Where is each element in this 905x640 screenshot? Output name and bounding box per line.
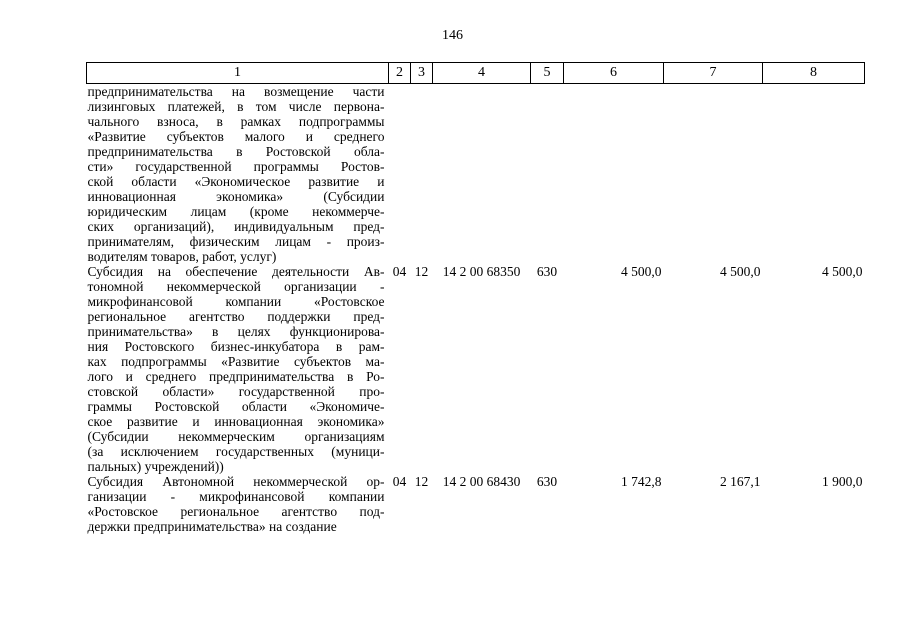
cell-expense-type: 630 bbox=[536, 264, 558, 279]
table-row bbox=[87, 84, 865, 265]
description-line: инновационная экономика» (Субсидии bbox=[87, 189, 385, 204]
description-line: ской области «Экономическое развитие и bbox=[87, 174, 385, 189]
cell-amount-year-3 bbox=[763, 84, 865, 265]
table-row bbox=[87, 474, 865, 534]
header-col-1: 1 bbox=[87, 63, 389, 84]
description-line: предпринимательства в Ростовской обла- bbox=[87, 144, 385, 159]
description-line: предпринимательства на возмещение части bbox=[87, 84, 385, 99]
cell-amount-year-2 bbox=[664, 84, 763, 265]
description-line: (Субсидии некоммерческим организациям bbox=[87, 429, 385, 444]
cell-amount-year-2: 2 167,1 bbox=[720, 474, 761, 489]
description-line: ских организаций), индивидуальным пред- bbox=[87, 219, 385, 234]
cell-section: 04 bbox=[392, 264, 407, 279]
cell-subsection: 12 bbox=[414, 264, 429, 279]
cell-amount-year-1 bbox=[564, 84, 664, 265]
description-line: лого и среднего предпринимательства в Ро- bbox=[87, 369, 385, 384]
cell-target-code: 14 2 00 68350 bbox=[442, 264, 521, 279]
header-col-2: 2 bbox=[389, 63, 411, 84]
row-description bbox=[87, 264, 389, 474]
description-line: (за исключением государственных (муници- bbox=[87, 444, 385, 459]
cell-subsection: 12 bbox=[414, 474, 429, 489]
cell-amount-year-3: 1 900,0 bbox=[822, 474, 863, 489]
description-line: «Развитие субъектов малого и среднего bbox=[87, 129, 385, 144]
description-line: ганизации - микрофинансовой компании bbox=[87, 489, 385, 504]
description-line: ское развитие и инновационная экономика» bbox=[87, 414, 385, 429]
header-col-7: 7 bbox=[664, 63, 763, 84]
table-body bbox=[87, 84, 865, 535]
table-row bbox=[87, 264, 865, 474]
description-line: водителям товаров, работ, услуг) bbox=[87, 249, 277, 264]
description-line: принимательства» в целях функционирова- bbox=[87, 324, 385, 339]
cell-section: 04 bbox=[392, 474, 407, 489]
description-line: пальных) учреждений)) bbox=[87, 459, 224, 474]
description-line: тономной некоммерческой организации - bbox=[87, 279, 385, 294]
description-line: «Ростовское региональное агентство под- bbox=[87, 504, 385, 519]
budget-table bbox=[86, 62, 865, 534]
cell-expense-type: 630 bbox=[536, 474, 558, 489]
description-line: держки предпринимательства» на создание bbox=[87, 519, 337, 534]
description-line: стовской области» государственной про- bbox=[87, 384, 385, 399]
description-line: принимателям, физическим лицам - произ- bbox=[87, 234, 385, 249]
cell-amount-year-1: 4 500,0 bbox=[621, 264, 662, 279]
cell-target-code bbox=[433, 84, 531, 265]
description-line: лизинговых платежей, в том числе первона- bbox=[87, 99, 385, 114]
description-line: юридическим лицам (кроме некоммерче- bbox=[87, 204, 385, 219]
description-line: Субсидия на обеспечение деятельности Ав- bbox=[87, 264, 385, 279]
header-col-8: 8 bbox=[763, 63, 865, 84]
cell-amount-year-1: 1 742,8 bbox=[621, 474, 662, 489]
cell-subsection bbox=[411, 84, 433, 265]
page-number: 146 bbox=[442, 28, 463, 43]
header-col-5: 5 bbox=[531, 63, 564, 84]
header-col-3: 3 bbox=[411, 63, 433, 84]
header-row bbox=[87, 63, 865, 84]
description-line: Субсидия Автономной некоммерческой ор- bbox=[87, 474, 385, 489]
description-line: сти» государственной программы Ростов- bbox=[87, 159, 385, 174]
cell-expense-type bbox=[531, 84, 564, 265]
cell-amount-year-3: 4 500,0 bbox=[822, 264, 863, 279]
cell-amount-year-2: 4 500,0 bbox=[720, 264, 761, 279]
header-col-6: 6 bbox=[564, 63, 664, 84]
description-line: ния Ростовского бизнес-инкубатора в рам- bbox=[87, 339, 385, 354]
description-line: микрофинансовой компании «Ростовское bbox=[87, 294, 385, 309]
row-description bbox=[87, 84, 389, 265]
description-line: граммы Ростовской области «Экономиче- bbox=[87, 399, 385, 414]
description-line: региональное агентство поддержки пред- bbox=[87, 309, 385, 324]
cell-section bbox=[389, 84, 411, 265]
description-line: ках подпрограммы «Развитие субъектов ма- bbox=[87, 354, 385, 369]
cell-target-code: 14 2 00 68430 bbox=[442, 474, 521, 489]
description-line: чального взноса, в рамках подпрограммы bbox=[87, 114, 385, 129]
header-col-4: 4 bbox=[433, 63, 531, 84]
row-description bbox=[87, 474, 389, 534]
